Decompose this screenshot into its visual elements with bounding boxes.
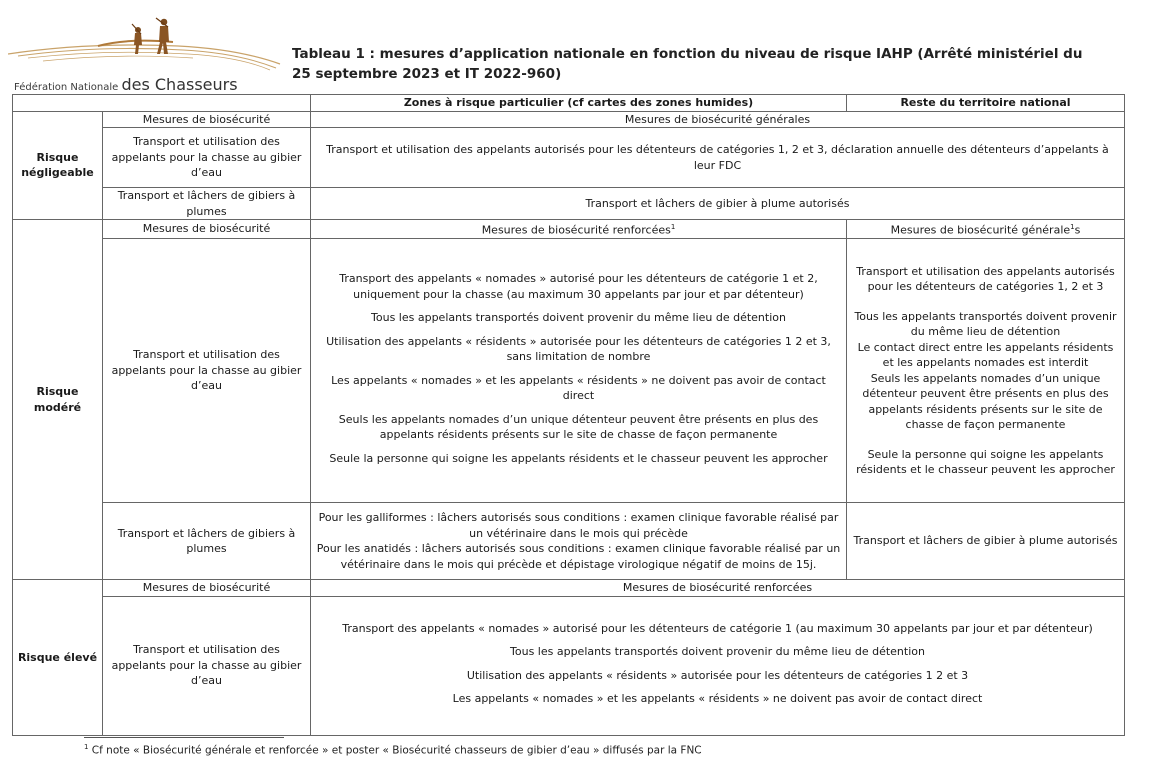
paragraph: Seule la personne qui soigne les appelants résidents et le chasseur peuvent les approcher [856,447,1115,477]
row-label-biosecurite: Mesures de biosécurité [103,580,311,597]
footnote-text: Cf note « Biosécurité générale et renforcée » et poster « Biosécurité chasseurs de gibier d’eau » diffusés par la FNC [88,744,702,757]
paragraph: Transport des appelants « nomades » autorisé pour les détenteurs de catégorie 1 et 2, uniquement pour la chasse (au maximum 30 appelants par jour et par détenteur) [339,272,818,301]
paragraph: Les appelants « nomades » et les appelants « résidents » ne doivent pas avoir de contact direct [452,692,983,706]
paragraph: Seuls les appelants nomades d’un unique détenteur peuvent être présents en plus des appelants résidents présents sur le site de chasse de façon permanente [338,412,819,442]
risk-level-negligeable: Risque négligeable [13,111,103,220]
org-name-small: Fédération Nationale [14,82,119,93]
org-name [14,75,238,94]
eleve-transport-value [311,596,1125,735]
paragraph: Seule la personne qui soigne les appelants résidents et le chasseur peuvent les approcher [329,451,828,465]
title-line-2: 25 septembre 2023 et IT 2022-960) [292,66,562,82]
risk-level-modere: Risque modéré [13,220,103,580]
page-title [292,44,1092,84]
table-row [13,503,1125,580]
modere-biosecurite-zones [311,220,847,239]
table-header-row [13,95,1125,112]
paragraph: Utilisation des appelants « résidents » autorisée pour les détenteurs de catégories 1 2 et 3 [466,668,969,682]
footnote-ref: 1 [670,223,676,231]
footnote-mark: 1 [84,743,89,751]
modere-biosecurite-zones-text: Mesures de biosécurité renforcées [481,223,671,237]
table-row [13,580,1125,597]
paragraph: Seuls les appelants nomades d’un unique détenteur peuvent être présents en plus des appelants résidents présents sur le site de chasse de façon permanente [862,371,1109,432]
table-row [13,188,1125,220]
negligeable-biosecurite-value: Mesures de biosécurité générales [311,111,1125,128]
row-label-biosecurite: Mesures de biosécurité [103,220,311,239]
header-empty-cell [13,95,311,112]
org-name-big: des Chasseurs [121,75,238,94]
header-zones: Zones à risque particulier (cf cartes des zones humides) [311,95,847,112]
modere-lachers-reste: Transport et lâchers de gibier à plume autorisés [847,503,1125,580]
row-label-transport-appelants: Transport et utilisation des appelants pour la chasse au gibier d’eau [103,596,311,735]
risk-measures-table [12,94,1125,736]
paragraph: Tous les appelants transportés doivent provenir du même lieu de détention [854,309,1117,339]
paragraph: Tous les appelants transportés doivent provenir du même lieu de détention [510,645,925,659]
modere-biosecurite-reste [847,220,1125,239]
footnote-separator [84,737,284,738]
negligeable-transport-value: Transport et utilisation des appelants autorisés pour les détenteurs de catégories 1, 2 et 3, déclaration annuelle des détenteurs d’appelants à leur FDC [311,128,1125,188]
table-row [13,239,1125,503]
paragraph: Les appelants « nomades » et les appelants « résidents » ne doivent pas avoir de contact direct [331,373,826,403]
negligeable-lachers-value: Transport et lâchers de gibier à plume autorisés [311,188,1125,220]
table-row [13,220,1125,239]
paragraph: Tous les appelants transportés doivent provenir du même lieu de détention [371,311,786,325]
row-label-lachers: Transport et lâchers de gibiers à plumes [103,503,311,580]
paragraph: Transport et utilisation des appelants autorisés pour les détenteurs de catégories 1, 2 et 3 [856,264,1115,294]
paragraph: Utilisation des appelants « résidents » autorisée pour les détenteurs de catégories 1 2 et 3, sans limitation de nombre [326,334,831,364]
row-label-biosecurite: Mesures de biosécurité [103,111,311,128]
modere-lachers-zones [311,503,847,580]
modere-biosecurite-reste-text: Mesures de biosécurité générale [890,223,1071,237]
paragraph: Pour les galliformes : lâchers autorisés sous conditions : examen clinique favorable réalisé par un vétérinaire dans le mois qui précède [318,511,839,540]
paragraph: Transport des appelants « nomades » autorisé pour les détenteurs de catégorie 1 (au maximum 30 appelants par jour et par détenteur) [342,621,1093,635]
risk-level-eleve: Risque élevé [13,580,103,736]
footnote [84,743,702,757]
modere-transport-zones [311,239,847,503]
paragraph: Pour les anatidés : lâchers autorisés sous conditions : examen clinique favorable réalisé par un vétérinaire dans le mois qui précède et dépistage virologique négatif de moins de 15j. [316,542,841,571]
table-row [13,128,1125,188]
row-label-lachers: Transport et lâchers de gibiers à plumes [103,188,311,220]
modere-transport-reste [847,239,1125,503]
header-reste: Reste du territoire national [847,95,1125,112]
title-line-1: Tableau 1 : mesures d’application nationale en fonction du niveau de risque IAHP (Arrêté ministériel du [292,46,1083,62]
row-label-transport-appelants: Transport et utilisation des appelants pour la chasse au gibier d’eau [103,128,311,188]
row-label-transport-appelants: Transport et utilisation des appelants pour la chasse au gibier d’eau [103,239,311,503]
modere-biosecurite-reste-tail: s [1074,223,1081,237]
paragraph: Le contact direct entre les appelants résidents et les appelants nomades est interdit [857,340,1114,370]
hunters-logo-icon [8,12,283,74]
fnc-logo [8,12,283,92]
table-row [13,596,1125,735]
table-row [13,111,1125,128]
eleve-biosecurite-value: Mesures de biosécurité renforcées [311,580,1125,597]
footnote-ref: 1 [1070,223,1075,231]
